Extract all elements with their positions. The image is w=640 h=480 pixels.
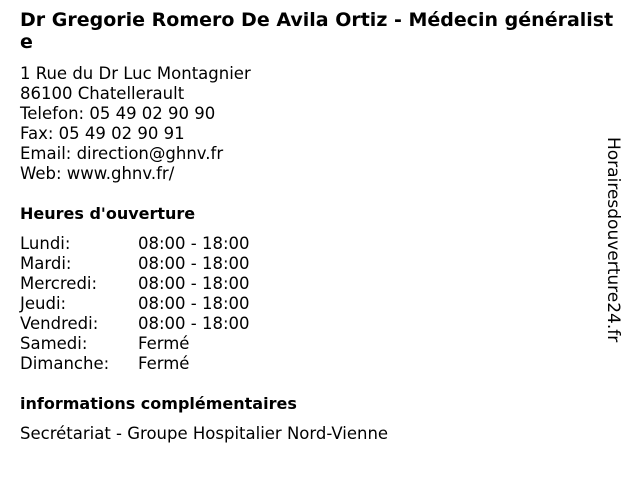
hours-row-wednesday	[20, 274, 250, 294]
opening-hours-heading: Heures d'ouverture	[20, 204, 196, 223]
hours-row-tuesday	[20, 254, 250, 274]
email-address: Email: direction@ghnv.fr	[20, 144, 224, 163]
city-address: 86100 Chatellerault	[20, 84, 185, 103]
day-hours: Fermé	[138, 354, 190, 373]
day-label: Dimanche:	[20, 354, 110, 373]
street-address: 1 Rue du Dr Luc Montagnier	[20, 64, 251, 83]
day-hours: 08:00 - 18:00	[138, 274, 250, 293]
day-label: Mardi:	[20, 254, 72, 273]
day-label: Vendredi:	[20, 314, 99, 333]
day-hours: Fermé	[138, 334, 190, 353]
additional-info-heading: informations complémentaires	[20, 394, 297, 413]
hours-row-thursday	[20, 294, 250, 314]
day-label: Samedi:	[20, 334, 88, 353]
website: Web: www.ghnv.fr/	[20, 164, 175, 183]
additional-info-text: Secrétariat - Groupe Hospitalier Nord-Vienne	[20, 424, 389, 443]
day-hours: 08:00 - 18:00	[138, 254, 250, 273]
phone-number: Telefon: 05 49 02 90 90	[20, 104, 216, 123]
day-hours: 08:00 - 18:00	[138, 234, 250, 253]
hours-row-sunday	[20, 354, 250, 374]
fax-number: Fax: 05 49 02 90 91	[20, 124, 185, 143]
hours-row-friday	[20, 314, 250, 334]
site-watermark: Horairesdouverture24.fr	[603, 137, 623, 343]
opening-hours-table	[20, 234, 250, 374]
hours-row-monday	[20, 234, 250, 254]
page-title: Dr Gregorie Romero De Avila Ortiz - Médecin généraliste	[20, 9, 614, 53]
day-hours: 08:00 - 18:00	[138, 294, 250, 313]
contact-block	[20, 64, 251, 184]
hours-row-saturday	[20, 334, 250, 354]
day-label: Mercredi:	[20, 274, 98, 293]
day-label: Lundi:	[20, 234, 71, 253]
day-label: Jeudi:	[20, 294, 67, 313]
day-hours: 08:00 - 18:00	[138, 314, 250, 333]
